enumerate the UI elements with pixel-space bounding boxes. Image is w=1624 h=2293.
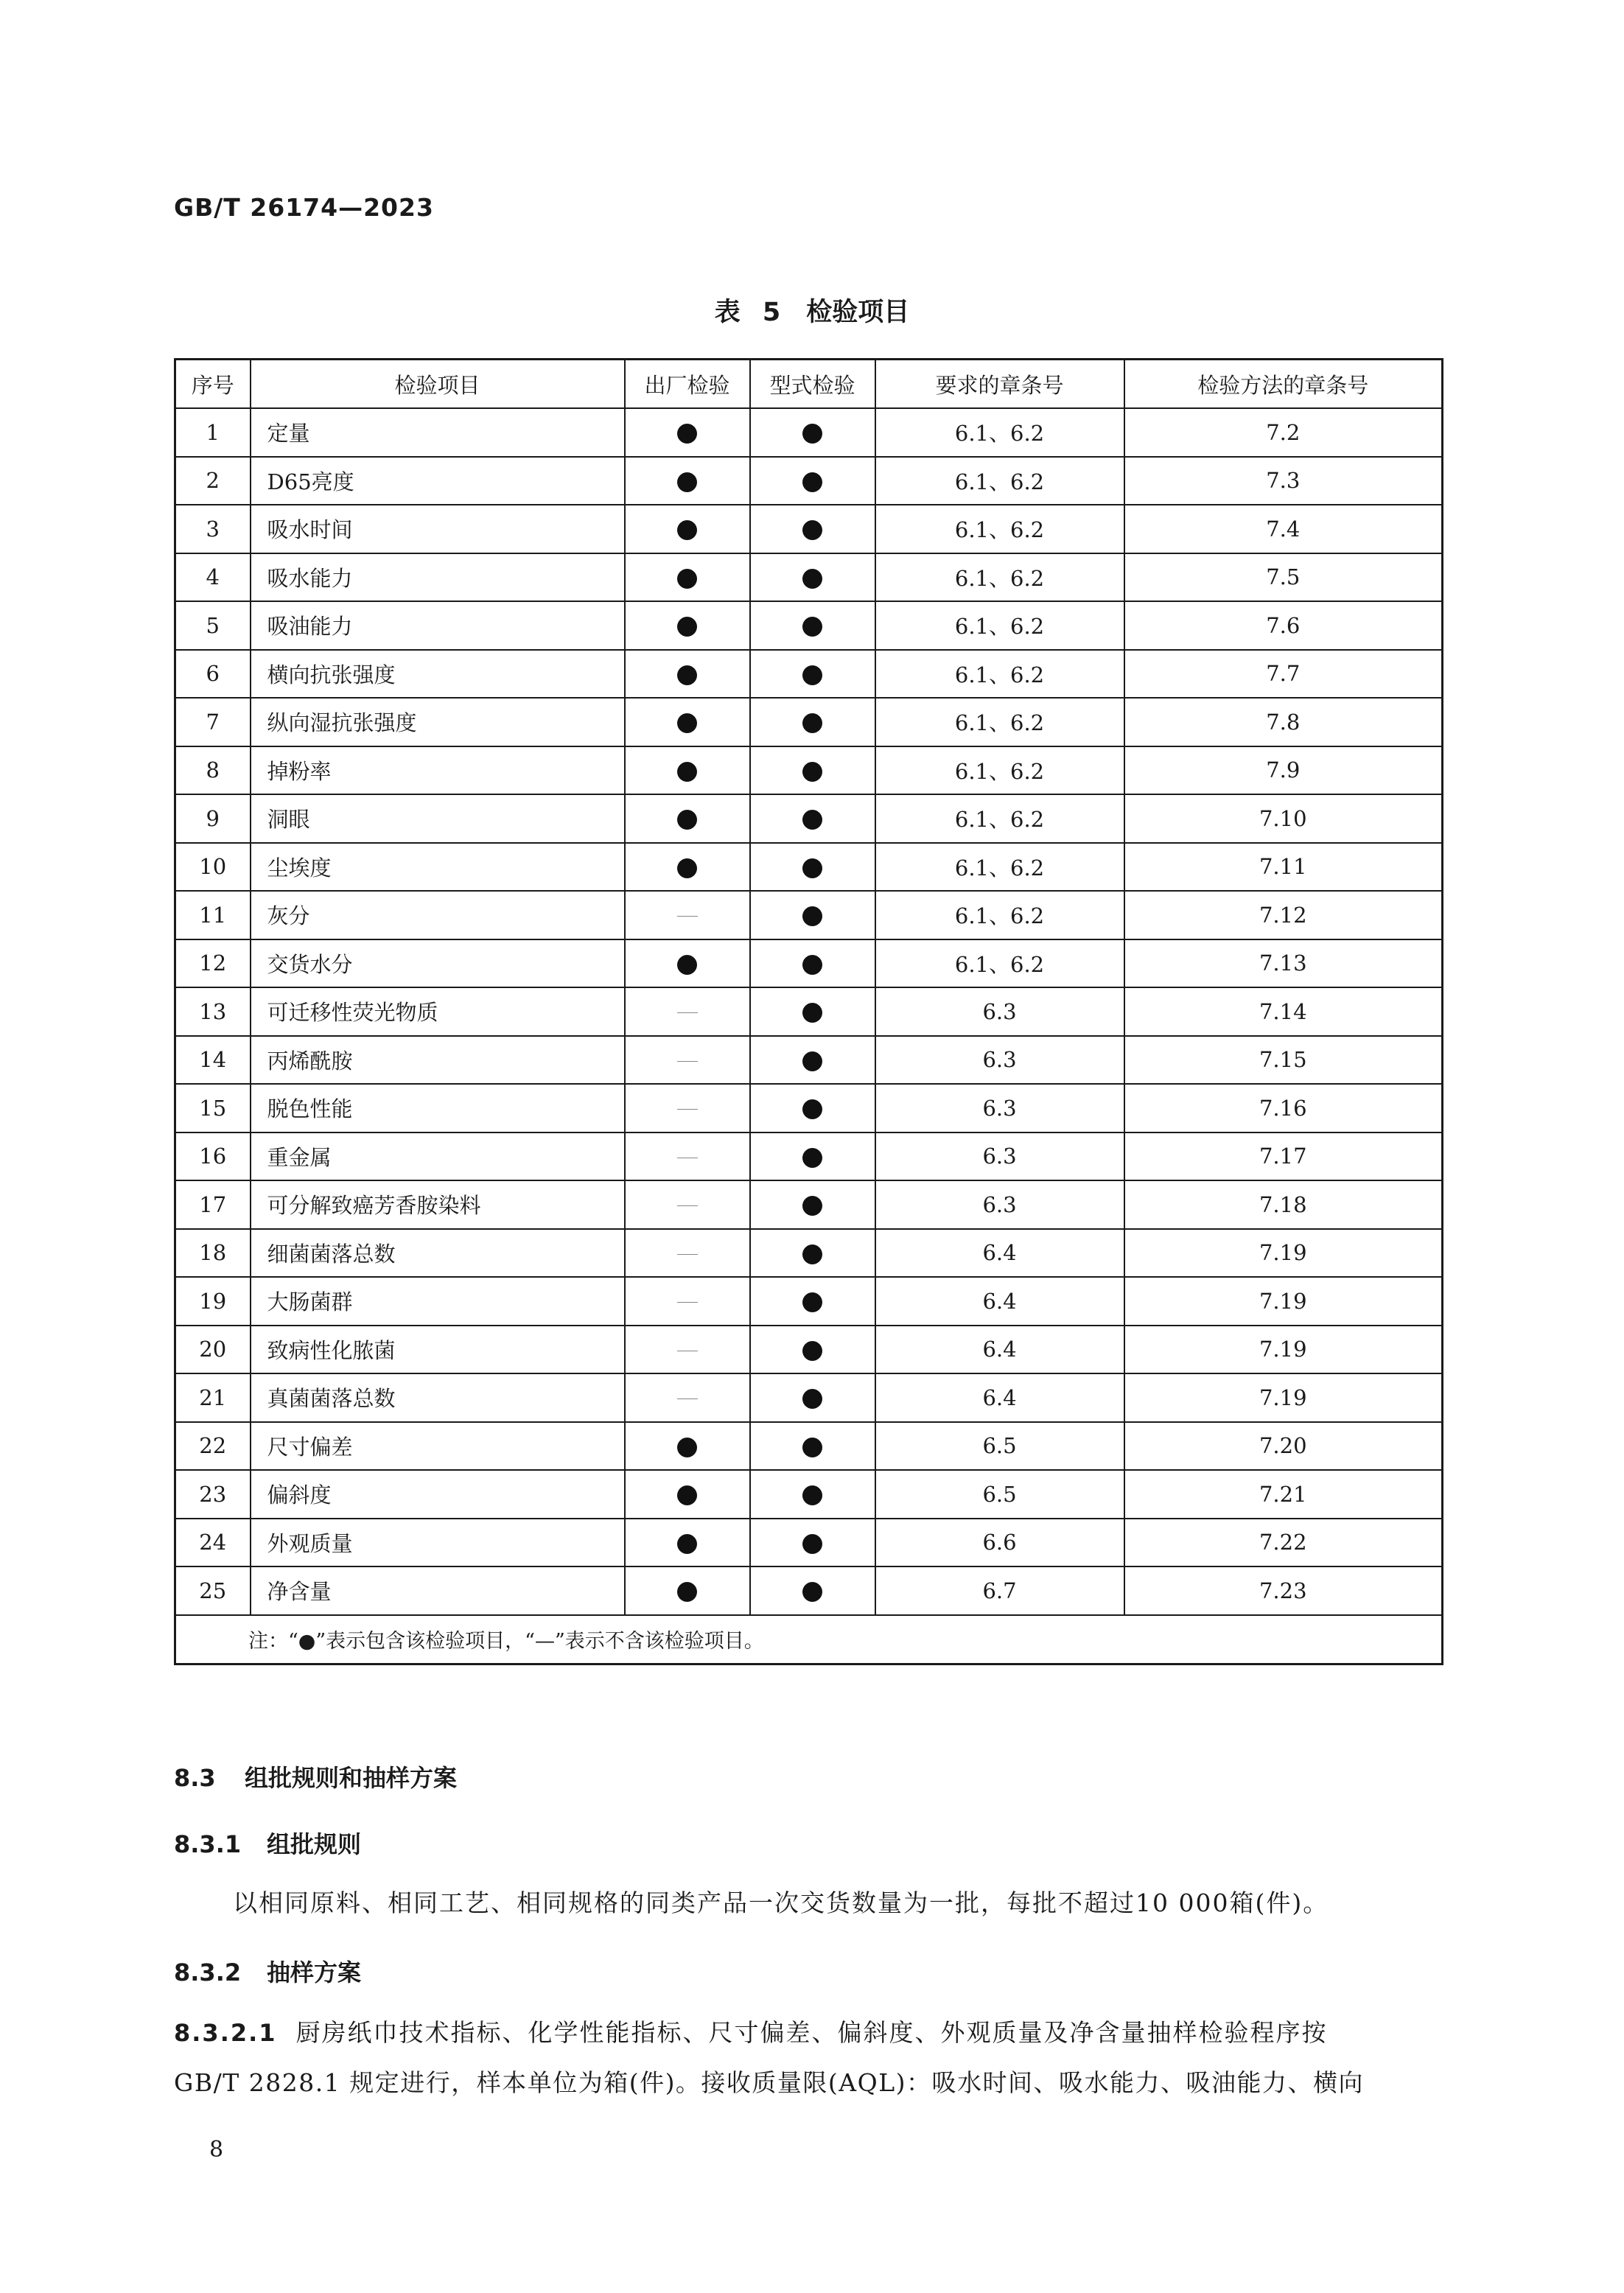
cell-req: 6.1、6.2 — [875, 601, 1124, 650]
cell-method: 7.19 — [1124, 1326, 1443, 1374]
cell-no: 15 — [175, 1084, 251, 1133]
table-row — [175, 1036, 1443, 1085]
cell-method: 7.19 — [1124, 1373, 1443, 1422]
cell-no: 7 — [175, 698, 251, 746]
cell-type — [750, 1470, 875, 1519]
cell-no: 10 — [175, 843, 251, 892]
cell-factory — [625, 746, 750, 795]
table-note: 注：“●”表示包含该检验项目，“—”表示不含该检验项目。 — [175, 1615, 1443, 1664]
col-header-factory: 出厂检验 — [625, 360, 750, 409]
cell-method: 7.6 — [1124, 601, 1443, 650]
cell-req: 6.1、6.2 — [875, 939, 1124, 988]
cell-item: 偏斜度 — [251, 1470, 625, 1519]
table-row — [175, 1326, 1443, 1374]
cell-req: 6.3 — [875, 987, 1124, 1036]
cell-no: 14 — [175, 1036, 251, 1085]
table-title: 表 5 检验项目 — [714, 298, 910, 327]
cell-no: 23 — [175, 1470, 251, 1519]
cell-req: 6.6 — [875, 1519, 1124, 1567]
cell-req: 6.5 — [875, 1470, 1124, 1519]
not-included-dash-icon — [677, 1254, 698, 1255]
cell-no: 1 — [175, 408, 251, 457]
table-row — [175, 1422, 1443, 1471]
cell-no: 16 — [175, 1133, 251, 1181]
included-dot-icon — [802, 1485, 822, 1505]
cell-method: 7.12 — [1124, 891, 1443, 939]
cell-factory — [625, 1519, 750, 1567]
cell-req: 6.4 — [875, 1277, 1124, 1326]
cell-item: 脱色性能 — [251, 1084, 625, 1133]
cell-method: 7.13 — [1124, 939, 1443, 988]
table-note-row — [175, 1615, 1443, 1664]
cell-item: 尘埃度 — [251, 843, 625, 892]
cell-method: 7.11 — [1124, 843, 1443, 892]
cell-factory — [625, 891, 750, 939]
table-row — [175, 457, 1443, 505]
included-dot-icon — [677, 1485, 697, 1505]
cell-no: 17 — [175, 1180, 251, 1229]
cell-factory — [625, 987, 750, 1036]
cell-factory — [625, 601, 750, 650]
section-8-3 — [174, 1760, 457, 1793]
cell-method: 7.3 — [1124, 457, 1443, 505]
included-dot-icon — [677, 810, 697, 830]
cell-item: 致病性化脓菌 — [251, 1326, 625, 1374]
cell-no: 11 — [175, 891, 251, 939]
included-dot-icon — [802, 1341, 822, 1361]
included-dot-icon — [802, 762, 822, 782]
cell-factory — [625, 1180, 750, 1229]
table-row — [175, 553, 1443, 602]
cell-factory — [625, 1373, 750, 1422]
included-dot-icon — [802, 617, 822, 637]
cell-type — [750, 1373, 875, 1422]
included-dot-icon — [802, 810, 822, 830]
clause-number: 8.3.2.1 — [174, 2019, 277, 2047]
included-dot-icon — [677, 955, 697, 975]
cell-item: 吸水时间 — [251, 505, 625, 553]
cell-item: 纵向湿抗张强度 — [251, 698, 625, 746]
table-header-row — [175, 360, 1443, 409]
cell-req: 6.5 — [875, 1422, 1124, 1471]
cell-no: 24 — [175, 1519, 251, 1567]
cell-req: 6.7 — [875, 1566, 1124, 1615]
cell-req: 6.1、6.2 — [875, 408, 1124, 457]
cell-type — [750, 553, 875, 602]
not-included-dash-icon — [677, 1012, 698, 1013]
table-row — [175, 1180, 1443, 1229]
cell-type — [750, 1566, 875, 1615]
included-dot-icon — [677, 1534, 697, 1554]
cell-req: 6.1、6.2 — [875, 746, 1124, 795]
cell-method: 7.22 — [1124, 1519, 1443, 1567]
cell-type — [750, 987, 875, 1036]
cell-type — [750, 891, 875, 939]
cell-item: 交货水分 — [251, 939, 625, 988]
section-title: 组批规则和抽样方案 — [245, 1764, 458, 1792]
cell-no: 18 — [175, 1229, 251, 1278]
cell-type — [750, 1133, 875, 1181]
cell-factory — [625, 1470, 750, 1519]
table-row — [175, 987, 1443, 1036]
cell-method: 7.2 — [1124, 408, 1443, 457]
cell-req: 6.1、6.2 — [875, 553, 1124, 602]
cell-item: 细菌菌落总数 — [251, 1229, 625, 1278]
section-8-3-2-1-line1 — [174, 2017, 1328, 2049]
clause-text-line1: 厨房纸巾技术指标、化学性能指标、尺寸偏差、偏斜度、外观质量及净含量抽样检验程序按 — [295, 2018, 1328, 2047]
included-dot-icon — [677, 424, 697, 444]
table-row — [175, 408, 1443, 457]
included-dot-icon — [802, 1534, 822, 1554]
table-row — [175, 698, 1443, 746]
cell-method: 7.15 — [1124, 1036, 1443, 1085]
cell-no: 21 — [175, 1373, 251, 1422]
cell-method: 7.7 — [1124, 650, 1443, 699]
included-dot-icon — [802, 569, 822, 589]
included-dot-icon — [677, 713, 697, 733]
included-dot-icon — [802, 472, 822, 492]
table-row — [175, 1566, 1443, 1615]
included-dot-icon — [677, 1438, 697, 1457]
cell-item: 掉粉率 — [251, 746, 625, 795]
cell-item: 真菌菌落总数 — [251, 1373, 625, 1422]
section-number: 8.3 — [174, 1764, 216, 1792]
included-dot-icon — [677, 762, 697, 782]
included-dot-icon — [802, 858, 822, 878]
included-dot-icon — [802, 424, 822, 444]
cell-no: 13 — [175, 987, 251, 1036]
section-title: 组批规则 — [267, 1830, 362, 1858]
cell-type — [750, 843, 875, 892]
cell-factory — [625, 794, 750, 843]
col-header-no: 序号 — [175, 360, 251, 409]
cell-method: 7.5 — [1124, 553, 1443, 602]
cell-type — [750, 1084, 875, 1133]
cell-item: 灰分 — [251, 891, 625, 939]
inspection-items-table — [174, 358, 1443, 1665]
included-dot-icon — [802, 1099, 822, 1119]
cell-type — [750, 1277, 875, 1326]
cell-type — [750, 1036, 875, 1085]
cell-no: 25 — [175, 1566, 251, 1615]
cell-item: 可迁移性荧光物质 — [251, 987, 625, 1036]
cell-item: 丙烯酰胺 — [251, 1036, 625, 1085]
included-dot-icon — [677, 665, 697, 685]
cell-type — [750, 698, 875, 746]
table-row — [175, 939, 1443, 988]
cell-factory — [625, 1277, 750, 1326]
section-8-3-1-paragraph: 以相同原料、相同工艺、相同规格的同类产品一次交货数量为一批，每批不超过10 000箱(件)。 — [233, 1888, 1329, 1917]
cell-item: 吸水能力 — [251, 553, 625, 602]
cell-no: 19 — [175, 1277, 251, 1326]
cell-method: 7.9 — [1124, 746, 1443, 795]
cell-req: 6.1、6.2 — [875, 457, 1124, 505]
cell-req: 6.3 — [875, 1133, 1124, 1181]
cell-item: 洞眼 — [251, 794, 625, 843]
included-dot-icon — [802, 1196, 822, 1216]
included-dot-icon — [802, 1389, 822, 1409]
page-number: 8 — [209, 2137, 224, 2163]
cell-no: 4 — [175, 553, 251, 602]
table-row — [175, 650, 1443, 699]
cell-type — [750, 1422, 875, 1471]
table-row — [175, 601, 1443, 650]
cell-req: 6.4 — [875, 1373, 1124, 1422]
cell-req: 6.4 — [875, 1326, 1124, 1374]
col-header-method: 检验方法的章条号 — [1124, 360, 1443, 409]
cell-item: 定量 — [251, 408, 625, 457]
cell-item: 可分解致癌芳香胺染料 — [251, 1180, 625, 1229]
cell-method: 7.10 — [1124, 794, 1443, 843]
cell-req: 6.1、6.2 — [875, 843, 1124, 892]
table-row — [175, 746, 1443, 795]
included-dot-icon — [802, 906, 822, 926]
section-title: 抽样方案 — [267, 1958, 362, 1986]
cell-item: D65亮度 — [251, 457, 625, 505]
cell-item: 尺寸偏差 — [251, 1422, 625, 1471]
table-row — [175, 794, 1443, 843]
cell-no: 6 — [175, 650, 251, 699]
cell-factory — [625, 843, 750, 892]
cell-factory — [625, 1422, 750, 1471]
cell-method: 7.19 — [1124, 1277, 1443, 1326]
cell-req: 6.1、6.2 — [875, 505, 1124, 553]
included-dot-icon — [802, 520, 822, 540]
not-included-dash-icon — [677, 1205, 698, 1206]
included-dot-icon — [677, 520, 697, 540]
section-number: 8.3.2 — [174, 1958, 242, 1986]
cell-factory — [625, 1566, 750, 1615]
not-included-dash-icon — [677, 1398, 698, 1399]
cell-no: 9 — [175, 794, 251, 843]
cell-type — [750, 1326, 875, 1374]
cell-factory — [625, 650, 750, 699]
table-row — [175, 1277, 1443, 1326]
included-dot-icon — [802, 1148, 822, 1168]
cell-factory — [625, 698, 750, 746]
cell-req: 6.1、6.2 — [875, 650, 1124, 699]
cell-type — [750, 1519, 875, 1567]
cell-item: 外观质量 — [251, 1519, 625, 1567]
not-included-dash-icon — [677, 916, 698, 917]
included-dot-icon — [677, 617, 697, 637]
table-row — [175, 1519, 1443, 1567]
cell-item: 吸油能力 — [251, 601, 625, 650]
table-row — [175, 505, 1443, 553]
cell-type — [750, 408, 875, 457]
cell-method: 7.20 — [1124, 1422, 1443, 1471]
included-dot-icon — [802, 1292, 822, 1312]
col-header-type: 型式检验 — [750, 360, 875, 409]
cell-no: 22 — [175, 1422, 251, 1471]
cell-req: 6.1、6.2 — [875, 698, 1124, 746]
cell-req: 6.1、6.2 — [875, 794, 1124, 843]
cell-type — [750, 1229, 875, 1278]
table-row — [175, 1133, 1443, 1181]
cell-type — [750, 1180, 875, 1229]
cell-req: 6.3 — [875, 1180, 1124, 1229]
included-dot-icon — [677, 569, 697, 589]
cell-no: 3 — [175, 505, 251, 553]
cell-req: 6.1、6.2 — [875, 891, 1124, 939]
cell-factory — [625, 1229, 750, 1278]
cell-factory — [625, 1326, 750, 1374]
cell-type — [750, 794, 875, 843]
cell-method: 7.19 — [1124, 1229, 1443, 1278]
cell-factory — [625, 457, 750, 505]
section-8-3-1 — [174, 1826, 361, 1860]
cell-method: 7.21 — [1124, 1470, 1443, 1519]
col-header-req: 要求的章条号 — [875, 360, 1124, 409]
cell-method: 7.4 — [1124, 505, 1443, 553]
cell-no: 5 — [175, 601, 251, 650]
included-dot-icon — [802, 713, 822, 733]
cell-method: 7.17 — [1124, 1133, 1443, 1181]
cell-type — [750, 939, 875, 988]
cell-item: 大肠菌群 — [251, 1277, 625, 1326]
cell-factory — [625, 553, 750, 602]
cell-factory — [625, 505, 750, 553]
included-dot-icon — [802, 1582, 822, 1602]
cell-req: 6.3 — [875, 1084, 1124, 1133]
cell-method: 7.8 — [1124, 698, 1443, 746]
section-8-3-2 — [174, 1954, 361, 1988]
table-row — [175, 1373, 1443, 1422]
not-included-dash-icon — [677, 1109, 698, 1110]
cell-method: 7.18 — [1124, 1180, 1443, 1229]
table-row — [175, 891, 1443, 939]
cell-factory — [625, 939, 750, 988]
cell-type — [750, 746, 875, 795]
cell-factory — [625, 1084, 750, 1133]
table-row — [175, 843, 1443, 892]
not-included-dash-icon — [677, 1302, 698, 1303]
table-row — [175, 1084, 1443, 1133]
cell-method: 7.23 — [1124, 1566, 1443, 1615]
included-dot-icon — [677, 472, 697, 492]
table-row — [175, 1229, 1443, 1278]
cell-method: 7.16 — [1124, 1084, 1443, 1133]
included-dot-icon — [802, 955, 822, 975]
cell-method: 7.14 — [1124, 987, 1443, 1036]
cell-no: 2 — [175, 457, 251, 505]
cell-no: 12 — [175, 939, 251, 988]
included-dot-icon — [802, 1438, 822, 1457]
cell-no: 8 — [175, 746, 251, 795]
included-dot-icon — [802, 1051, 822, 1071]
col-header-item: 检验项目 — [251, 360, 625, 409]
cell-type — [750, 505, 875, 553]
cell-factory — [625, 408, 750, 457]
cell-type — [750, 650, 875, 699]
cell-item: 重金属 — [251, 1133, 625, 1181]
cell-type — [750, 601, 875, 650]
cell-no: 20 — [175, 1326, 251, 1374]
included-dot-icon — [802, 1003, 822, 1023]
included-dot-icon — [802, 665, 822, 685]
included-dot-icon — [677, 858, 697, 878]
section-number: 8.3.1 — [174, 1830, 242, 1858]
cell-req: 6.4 — [875, 1229, 1124, 1278]
table-row — [175, 1470, 1443, 1519]
cell-item: 净含量 — [251, 1566, 625, 1615]
cell-item: 横向抗张强度 — [251, 650, 625, 699]
section-8-3-2-1-line2: GB/T 2828.1 规定进行，样本单位为箱(件)。接收质量限(AQL)：吸水时间、吸水能力、吸油能力、横向 — [174, 2068, 1364, 2097]
included-dot-icon — [677, 1582, 697, 1602]
cell-factory — [625, 1036, 750, 1085]
included-dot-icon — [802, 1244, 822, 1264]
cell-req: 6.3 — [875, 1036, 1124, 1085]
not-included-dash-icon — [677, 1061, 698, 1062]
cell-type — [750, 457, 875, 505]
cell-factory — [625, 1133, 750, 1181]
standard-code: GB/T 26174—2023 — [174, 193, 434, 222]
